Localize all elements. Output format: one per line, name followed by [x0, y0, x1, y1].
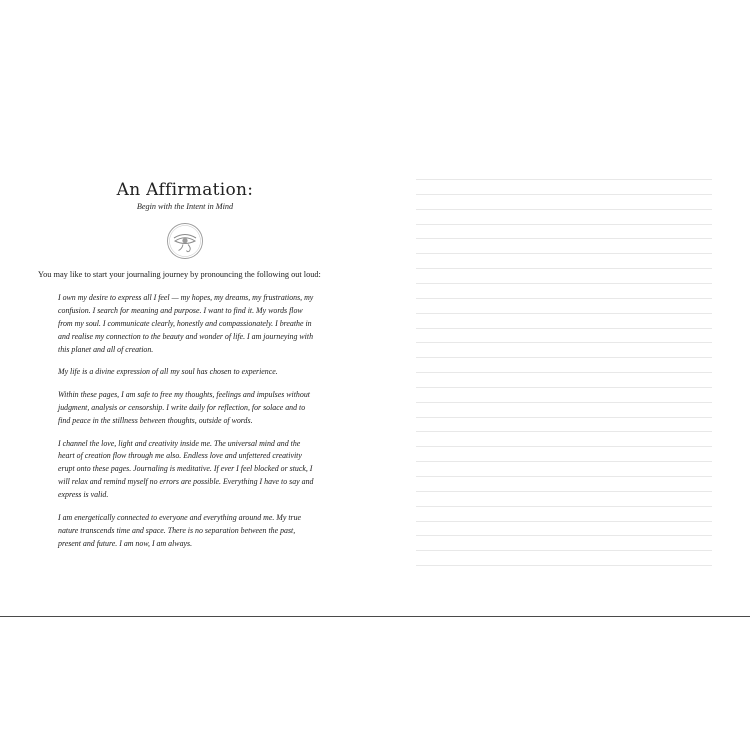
ruled-line: [416, 342, 712, 343]
ruled-line: [416, 550, 712, 551]
affirmation-paragraph: I am energetically connected to everyone and everything around me. My true nature transcends time and space. There is no separation between the past, present and future. I am now, I am always.: [58, 512, 302, 548]
ruled-line: [416, 238, 712, 239]
ruled-line: [416, 506, 712, 507]
ruled-line: [416, 313, 712, 314]
page-subtitle: Begin with the Intent in Mind: [136, 202, 234, 211]
ruled-line: [416, 209, 712, 210]
page-bottom-border: [0, 616, 750, 617]
ruled-line: [416, 446, 712, 447]
intro-text: You may like to start your journaling journey by pronouncing the following out loud:: [38, 270, 321, 279]
page-title: An Affirmation:: [116, 180, 254, 200]
lined-journal-page: [416, 179, 712, 569]
affirmation-page: [0, 0, 375, 616]
ruled-line: [416, 298, 712, 299]
ruled-line: [416, 357, 712, 358]
affirmation-paragraph: I own my desire to express all I feel — my hopes, my dreams, my frustrations, my confusion. I search for meaning and purpose. I want to find it. My words flow from my soul. I communicate clearly, honestly and compassionately. I breathe in and realise my connection to the beauty and wonder of life. I am journeying with this planet and all of creation.: [58, 293, 314, 354]
ruled-line: [416, 253, 712, 254]
ruled-line: [416, 402, 712, 403]
ruled-line: [416, 431, 712, 432]
ruled-line: [416, 328, 712, 329]
ruled-line: [416, 417, 712, 418]
ruled-line: [416, 283, 712, 284]
ruled-line: [416, 179, 712, 180]
ruled-line: [416, 491, 712, 492]
ruled-line: [416, 535, 712, 536]
ruled-line: [416, 387, 712, 388]
ruled-line: [416, 372, 712, 373]
ruled-line: [416, 224, 712, 225]
ruled-line: [416, 194, 712, 195]
eye-of-horus-icon: [166, 222, 204, 260]
affirmation-paragraph: My life is a divine expression of all my soul has chosen to experience.: [58, 367, 278, 377]
ruled-line: [416, 476, 712, 477]
ruled-line: [416, 268, 712, 269]
affirmation-paragraph: I channel the love, light and creativity inside me. The universal mind and the heart of creation flow through me also. Endless love and unfettered creativity erupt onto these pages. Journaling is meditative. If ever I feel blocked or stuck, I will relax and remind myself no errors are possible. Everything I have to say and express is valid.: [58, 438, 314, 500]
ruled-line: [416, 521, 712, 522]
ruled-line: [416, 565, 712, 566]
ruled-line: [416, 461, 712, 462]
affirmation-paragraph: Within these pages, I am safe to free my thoughts, feelings and impulses without judgment, analysis or censorship. I write daily for reflection, for solace and to find peace in the stillness between thoughts, outside of words.: [58, 390, 310, 425]
affirmation-body: [58, 292, 316, 560]
